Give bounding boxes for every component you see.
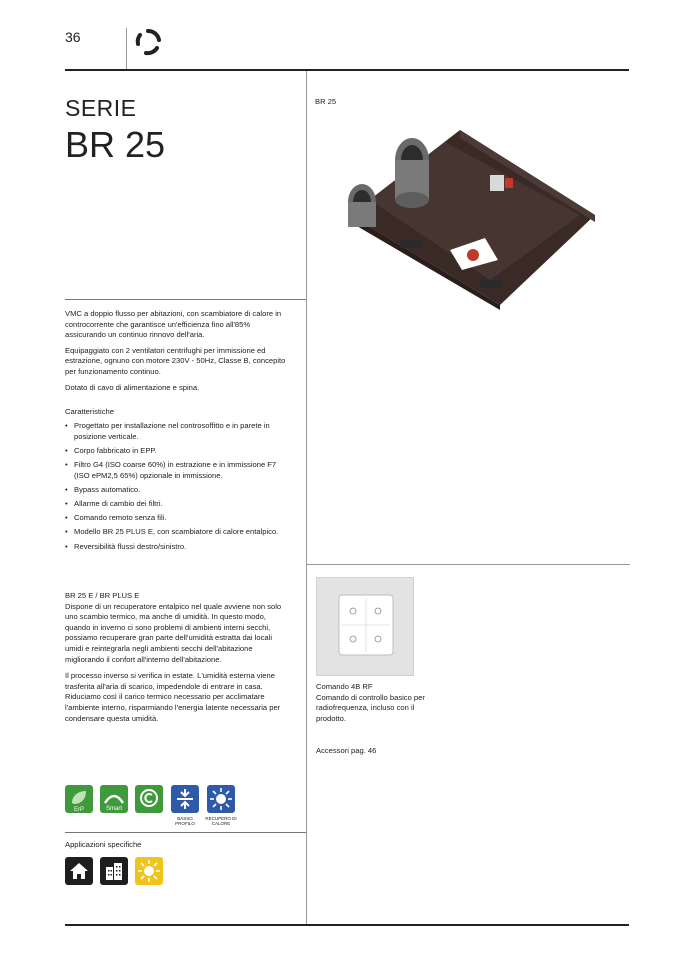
home-icon [65,857,93,885]
applications-title: Applicazioni specifiche [65,840,142,849]
feature-item: • Progettato per installazione nel controsoffitto e in parete in posizione verticale. [65,421,290,442]
section-rule [65,832,306,833]
variant-section [65,591,290,730]
column-divider [306,71,307,924]
feature-item: • Filtro G4 (ISO coarse 60%) in estrazione e in immissione F7 (ISO ePM2,5 65%) opzionale in immissione. [65,460,290,481]
top-rule [65,69,629,71]
building-icon [100,857,128,885]
series-label: SERIE [65,95,137,121]
smart-label: Smart [105,806,123,812]
heat-recovery-label: RECUPERO DI CALORE [205,816,237,826]
brand-logo-icon [134,28,162,56]
section-rule [307,564,630,565]
low-profile-label: BASSO PROFILO [175,816,195,826]
intro-text [65,309,290,398]
intro-paragraph: Dotato di cavo di alimentazione e spina. [65,382,200,392]
heat-recovery-badge-icon [207,785,235,813]
feature-item: • Modello BR 25 PLUS E, con scambiatore di calore entalpico. [65,527,290,538]
product-photo [340,120,600,310]
features-list [65,421,290,556]
model-title: BR 25 [65,124,166,165]
variant-title: BR 25 E / BR PLUS E [65,591,140,600]
header-divider [126,28,127,70]
feature-item: • Corpo fabbricato in EPP. [65,446,290,457]
intro-paragraph: Equipaggiato con 2 ventilatori centrifughi per immissione ed estrazione, ognuno con motore 230V - 50Hz, Classe B, concepito per funzionamento continuo. [65,345,286,376]
feature-item: • Allarme di cambio dei filtri. [65,499,290,510]
remote-description [316,682,426,724]
features-title: Caratteristiche [65,407,114,416]
intro-paragraph: VMC a doppio flusso per abitazioni, con scambiatore di calore in controcorrente che garantisce un'efficienza fino all'85% assicurando un continuo rinnovo dell'aria. [65,309,282,340]
bottom-rule [65,924,629,926]
feature-item: • Bypass automatico. [65,485,290,496]
smart-badge-icon [100,785,128,813]
feature-item: • Reversibilità flussi destro/sinistro. [65,542,290,553]
section-rule [65,299,306,300]
remote-title: Comando 4B RF [316,682,373,691]
accessories-note: Accessori pag. 46 [316,746,377,755]
photo-label: BR 25 [315,97,337,106]
sun-icon [135,857,163,885]
remote-control-image [316,577,414,676]
page-number: 36 [65,29,81,45]
feature-item: • Comando remoto senza fili. [65,513,290,524]
remote-control-icon [317,578,415,677]
remote-text: Comando di controllo basico per radiofrequenza, incluso con il prodotto. [316,692,425,723]
erp-label: ErP [73,807,85,813]
erp-badge-icon [65,785,93,813]
low-profile-badge-icon [171,785,199,813]
certification-badge-icon [135,785,163,813]
variant-paragraph: Dispone di un recuperatore entalpico nel quale avviene non solo uno scambio termico, ma anche di umidità. In questo modo, quando in inverno ci sono problemi di ambienti interni secchi, possiamo recuperare gran parte dell'umidità estratta dai locali umidi e reintegrarla negli ambienti secchi dell'abitazione migliorando il confort all'interno dell'abitazione. [65,601,282,664]
variant-paragraph: Il processo inverso si verifica in estate. L'umidità esterna viene trasferita all'aria di scarico, impedendole di entrare in casa. Riduciamo così il carico termico necessario per acclimatare l'ambiente interno, risparmiando l'energia latente necessaria per condensare questa umidità. [65,671,281,723]
